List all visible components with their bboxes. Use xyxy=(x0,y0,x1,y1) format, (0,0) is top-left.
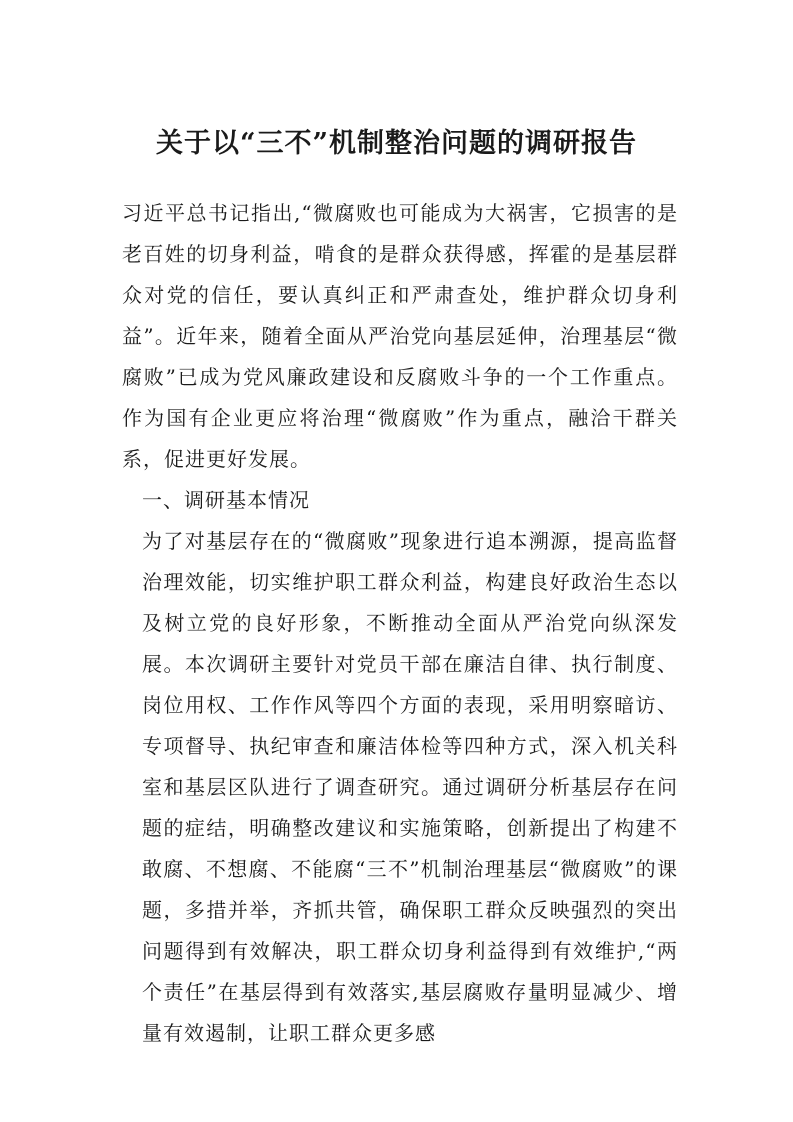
document-body xyxy=(122,193,678,1054)
document-title: 关于以“三不”机制整治问题的调研报告 xyxy=(155,128,638,159)
intro-paragraph: 习近平总书记指出,“微腐败也可能成为大祸害，它损害的是老百姓的切身利益，啃食的是群众获得感，挥霍的是基层群众对党的信任，要认真纠正和严肃查处，维护群众切身利益”。近年来，随着全面从严治党向基层延伸，治理基层“微腐败”已成为党风廉政建设和反腐败斗争的一个工作重点。作为国有企业更应将治理“微腐败”作为重点，融洽干群关系，促进更好发展。 xyxy=(122,201,678,471)
section-heading: 一、调研基本情况 xyxy=(142,488,310,512)
section-paragraph: 为了对基层存在的“微腐败”现象进行追本溯源，提高监督治理效能，切实维护职工群众利益，构建良好政治生态以及树立党的良好形象，不断推动全面从严治党向纵深发展。本次调研主要针对党员干部在廉洁自律、执行制度、岗位用权、工作作风等四个方面的表现，采用明察暗访、专项督导、执纪审查和廉洁体检等四种方式，深入机关科室和基层区队进行了调查研究。通过调研分析基层存在问题的症结，明确整改建议和实施策略，创新提出了构建不敢腐、不想腐、不能腐“三不”机制治理基层“微腐败”的课题，多措并举，齐抓共管，确保职工群众反映强烈的突出问题得到有效解决，职工群众切身利益得到有效维护,“两个责任”在基层得到有效落实,基层腐败存量明显减少、增量有效遏制，让职工群众更多感 xyxy=(142,529,678,1045)
